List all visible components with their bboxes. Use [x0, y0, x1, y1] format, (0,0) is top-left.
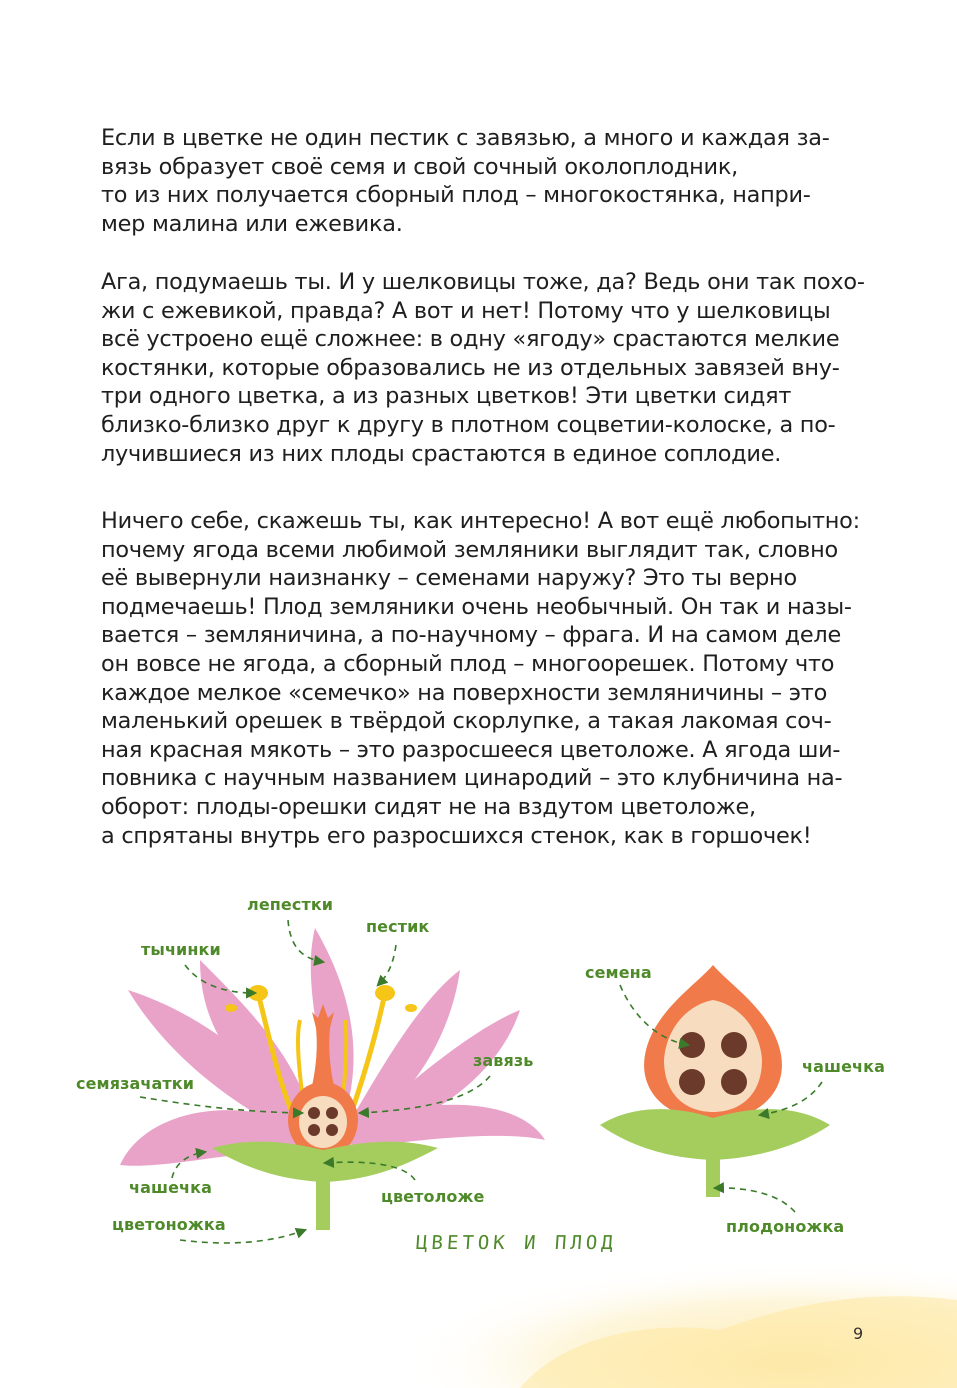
text-line: вязь образует своё семя и свой сочный околоплодник, [101, 153, 738, 180]
text-line: жи с ежевикой, правда? А вот и нет! Потому что у шелковицы [101, 297, 831, 324]
label-sepals: чашечка [129, 1178, 212, 1197]
seed [679, 1032, 705, 1058]
anther [375, 985, 395, 1001]
diagram-caption: ЦВЕТОК И ПЛОД [415, 1232, 618, 1254]
text-line: ная красная мякоть – это разросшееся цветоложе. А ягода ши- [101, 736, 841, 763]
ovule [326, 1107, 338, 1119]
ovule [308, 1107, 320, 1119]
label-ovules: семязачатки [76, 1074, 195, 1093]
text-line: повника с научным названием цинародий – это клубничина на- [101, 765, 843, 792]
label-receptacle: цветоложе [381, 1187, 485, 1206]
fruit-illustration [600, 965, 830, 1197]
text-line: всё устроено ещё сложнее: в одну «ягоду» срастаются мелкие [101, 326, 840, 353]
text-line: вается – земляничина, а по-научному – фрага. И на самом деле [101, 622, 841, 649]
paragraph-compound-drupe [101, 124, 861, 238]
label-fruit-stalk: плодоножка [726, 1217, 845, 1236]
text-line: он вовсе не ягода, а сборный плод – многоорешек. Потому что [101, 650, 835, 677]
ovule [326, 1124, 338, 1136]
seed [679, 1069, 705, 1095]
label-seeds: семена [585, 963, 652, 982]
text-line: а спрятаны внутрь его разросшихся стенок, как в горшочек! [101, 822, 812, 849]
seed [721, 1032, 747, 1058]
text-line: подмечаешь! Плод земляники очень необычный. Он так и назы- [101, 593, 852, 620]
anther [248, 985, 268, 1001]
peduncle [316, 1178, 330, 1230]
label-stamens: тычинки [141, 940, 221, 959]
text-line: мер малина или ежевика. [101, 210, 403, 237]
page-number: 9 [853, 1324, 864, 1343]
label-calyx: чашечка [802, 1057, 885, 1076]
text-line: три одного цветка, а из разных цветков! Эти цветки сидят [101, 383, 792, 410]
label-peduncle: цветоножка [112, 1215, 226, 1234]
text-line: то из них получается сборный плод – многокостянка, напри- [101, 182, 811, 209]
seed [721, 1069, 747, 1095]
ovule [308, 1124, 320, 1136]
text-line: почему ягода всеми любимой земляники выглядит так, словно [101, 536, 838, 563]
text-line: лучившиеся из них плоды срастаются в единое соплодие. [101, 440, 782, 467]
text-line: оборот: плоды-орешки сидят не на вздутом цветоложе, [101, 793, 756, 820]
label-pistil: пестик [366, 917, 430, 936]
fruit-stalk [706, 1155, 720, 1197]
text-line: Ничего себе, скажешь ты, как интересно! А вот ещё любопытно: [101, 508, 860, 534]
text-line: Если в цветке не один пестик с завязью, а много и каждая за- [101, 125, 830, 151]
label-petals: лепестки [247, 895, 334, 914]
label-ovary: завязь [473, 1051, 534, 1070]
text-line: костянки, которые образовались не из отдельных завязей вну- [101, 354, 840, 381]
paragraph-strawberry [101, 507, 861, 850]
paragraph-mulberry [101, 268, 865, 468]
text-line: её вывернули наизнанку – семенами наружу? Это ты верно [101, 565, 797, 592]
text-line: каждое мелкое «семечко» на поверхности земляничины – это [101, 679, 828, 706]
text-line: близко-близко друг к другу в плотном соцветии-колоске, а по- [101, 411, 836, 438]
text-line: Ага, подумаешь ты. И у шелковицы тоже, да? Ведь они так похо- [101, 269, 865, 295]
text-line: маленький орешек в твёрдой скорлупке, а такая лакомая соч- [101, 708, 832, 735]
